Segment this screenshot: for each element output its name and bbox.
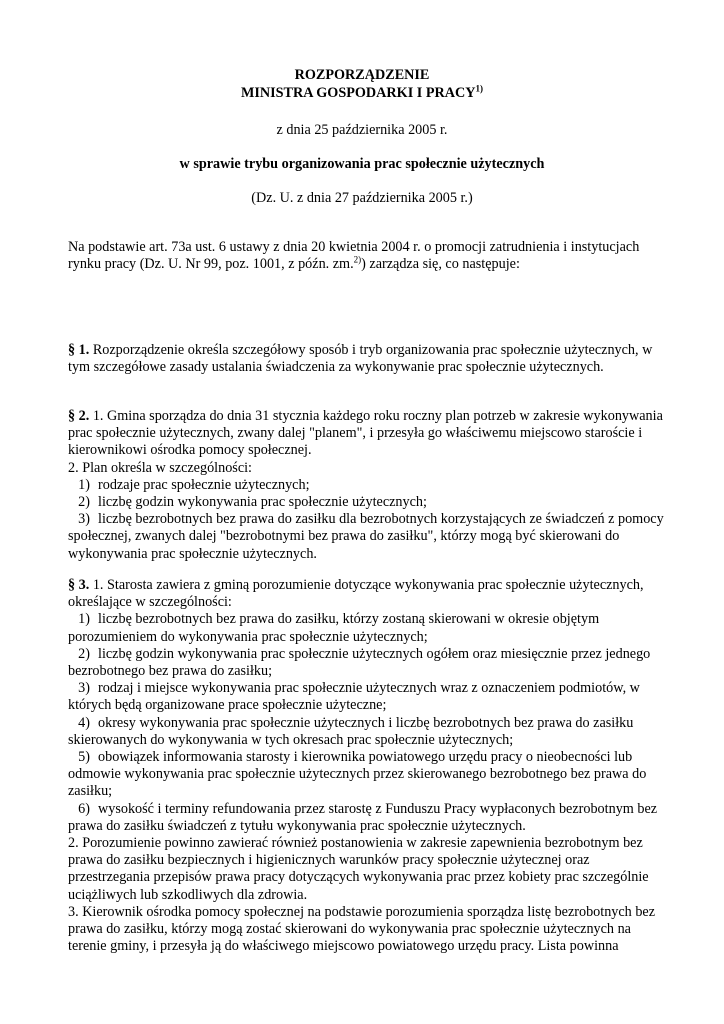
list-item: 4) okresy wykonywania prac społecznie użytecznych i liczbę bezrobotnych bez prawa do zasiłku skierowanych do wykonywania w tych okresach prac społecznie użytecznych;	[68, 714, 634, 748]
section-3-para-3: 3. Kierownik ośrodka pomocy społecznej na podstawie porozumienia sporządza listę bezrobotnych bez prawa do zasiłku, którzy mogą zostać skierowani do wykonywania prac społecznie użytecznych na terenie gminy, i przesyła ją do właściwego miejscowo powiatowego urzędu pracy. Lista powinna	[68, 903, 656, 955]
footnote-mark-2: 2)	[353, 254, 362, 265]
section-1: § 1. Rozporządzenie określa szczegółowy sposób i tryb organizowania prac społecznie użytecznych, w tym szczegółowe zasady ustalania świadczenia za wykonywanie prac społecznie użytecznych.	[68, 342, 653, 376]
footnote-mark-1: 1)	[475, 83, 483, 94]
title-line-2: MINISTRA GOSPODARKI I PRACY$^{1)}$	[240, 83, 483, 101]
list-item: 3) rodzaj i miejsce wykonywania prac społecznie użytecznych wraz z oznaczeniem podmiotów, w których będą organizowane prace społecznie użyteczne;	[68, 680, 640, 714]
list-item: 1) rodzaje prac społecznie użytecznych;	[78, 476, 310, 493]
section-1-label: § 1.	[68, 342, 90, 358]
list-item: 2) liczbę godzin wykonywania prac społecznie użytecznych ogółem oraz miesięcznie przez jednego bezrobotnego bez prawa do zasiłku;	[68, 645, 651, 680]
section-3: § 3. 1. Starosta zawiera z gminą porozumienie dotyczące wykonywania prac społecznie użytecznych, określające w szczególności: 1) liczbę bezrobotnych bez prawa do zasiłku, którzy zostaną skierowani w okresie objętym porozumieniem do wykonywania prac społecznie użytecznych; 2) liczbę godzin wykonywania prac społecznie użytecznych ogółem oraz miesięcznie przez jednego bezrobotnego bez prawa do zasiłku; 3) rodzaj i miejsce wykonywania prac społecznie użytecznych wraz z oznaczeniem podmiotów, w których będą organizowane prace społecznie użyteczne; 4) okresy wykonywania prac społecznie użytecznych i liczbę bezrobotnych bez prawa do zasiłku skierowanych do wykonywania w tych okresach prac społecznie użytecznych; 5) obowiązek informowania starosty i kierownika powiatowego urzędu pracy o nieobecności lub odmowie wykonywania prac społecznie użytecznych przez skierowanego bezrobotnego bez prawa do zasiłku; 6) wysokość i terminy refundowania przez starostę z Funduszu Pracy wypłaconych bezrobotnym bez prawa do zasiłku świadczeń z tytułu wykonywania prac społecznie użytecznych. 2. Porozumienie powinno zawierać również postanowienia w zakresie zapewnienia bezrobotnym bez prawa do zasiłku bezpiecznych i higienicznych warunków pracy społecznie użytecznej oraz przestrzegania przepisów prawa pracy dotyczących wykonywania prac przez kobiety prac szczególnie uciążliwych lub szkodliwych dla zdrowia. 3. Kierownik ośrodka pomocy społecznej na podstawie porozumienia sporządza listę bezrobotnych bez prawa do zasiłku, którzy mogą zostać skierowani do wykonywania prac społecznie użytecznych na terenie gminy, i przesyła ją do właściwego miejscowo powiatowego urzędu pracy. Lista powinna	[68, 577, 664, 955]
section-2-label: § 2.	[68, 408, 90, 424]
section-3-label: § 3.	[68, 577, 90, 593]
section-2: § 2. 1. Gmina sporządza do dnia 31 stycznia każdego roku roczny plan potrzeb w zakresie wykonywania prac społecznie użytecznych, zwany dalej "planem", i przesyła go właściwemu miejscowo staroście i kierownikowi ośrodka pomocy społecznej. 2. Plan określa w szczególności: 1) rodzaje prac społecznie użytecznych; 2) liczbę godzin wykonywania prac społecznie użytecznych; 3) liczbę bezrobotnych bez prawa do zasiłku dla bezrobotnych korzystających ze świadczeń z pomocy społecznej, zwanych dalej "bezrobotnymi bez prawa do zasiłku", którzy mogą być skierowani do wykonywania prac społecznie użytecznych.	[68, 408, 664, 562]
title-line-1: ROZPORZĄDZENIE	[294, 67, 430, 83]
preamble: Na podstawie art. 73a ust. 6 ustawy z dnia 20 kwietnia 2004 r. o promocji zatrudnienia i instytucjach rynku pracy (Dz. U. Nr 99, poz. 1001, z późn. zm.$^{2)}$) zarządza się, co następuje:	[68, 239, 640, 273]
list-item: 1) liczbę bezrobotnych bez prawa do zasiłku, którzy zostaną skierowani w okresie objętym porozumieniem do wykonywania prac społecznie użytecznych;	[68, 611, 600, 645]
document-date: z dnia 25 października 2005 r.	[276, 122, 448, 138]
section-3-para-2: 2. Porozumienie powinno zawierać również postanowienia w zakresie zapewnienia bezrobotnym bez prawa do zasiłku bezpiecznych i higienicznych warunków pracy społecznie użytecznej oraz przestrzegania przepisów prawa pracy dotyczących wykonywania prac przez kobiety prac szczególnie uciążliwych lub szkodliwych dla zdrowia.	[68, 835, 649, 903]
section-2-para-2: 2. Plan określa w szczególności:	[68, 459, 252, 476]
journal-reference: (Dz. U. z dnia 27 października 2005 r.)	[251, 190, 473, 206]
list-item: 5) obowiązek informowania starosty i kierownika powiatowego urzędu pracy o nieobecności lub odmowie wykonywania prac społecznie użytecznych przez skierowanego bezrobotnego bez prawa do zasiłku;	[68, 749, 647, 800]
list-item: 6) wysokość i terminy refundowania przez starostę z Funduszu Pracy wypłaconych bezrobotnym bez prawa do zasiłku świadczeń z tytułu wykonywania prac społecznie użytecznych.	[68, 800, 658, 834]
list-item: 3) liczbę bezrobotnych bez prawa do zasiłku dla bezrobotnych korzystających ze świadczeń z pomocy społecznej, zwanych dalej "bezrobotnymi bez prawa do zasiłku", którzy mogą być skierowani do wykonywania prac społecznie użytecznych.	[68, 511, 664, 562]
list-item: 2) liczbę godzin wykonywania prac społecznie użytecznych;	[78, 494, 427, 511]
document-subject: w sprawie trybu organizowania prac społecznie użytecznych	[179, 156, 545, 172]
